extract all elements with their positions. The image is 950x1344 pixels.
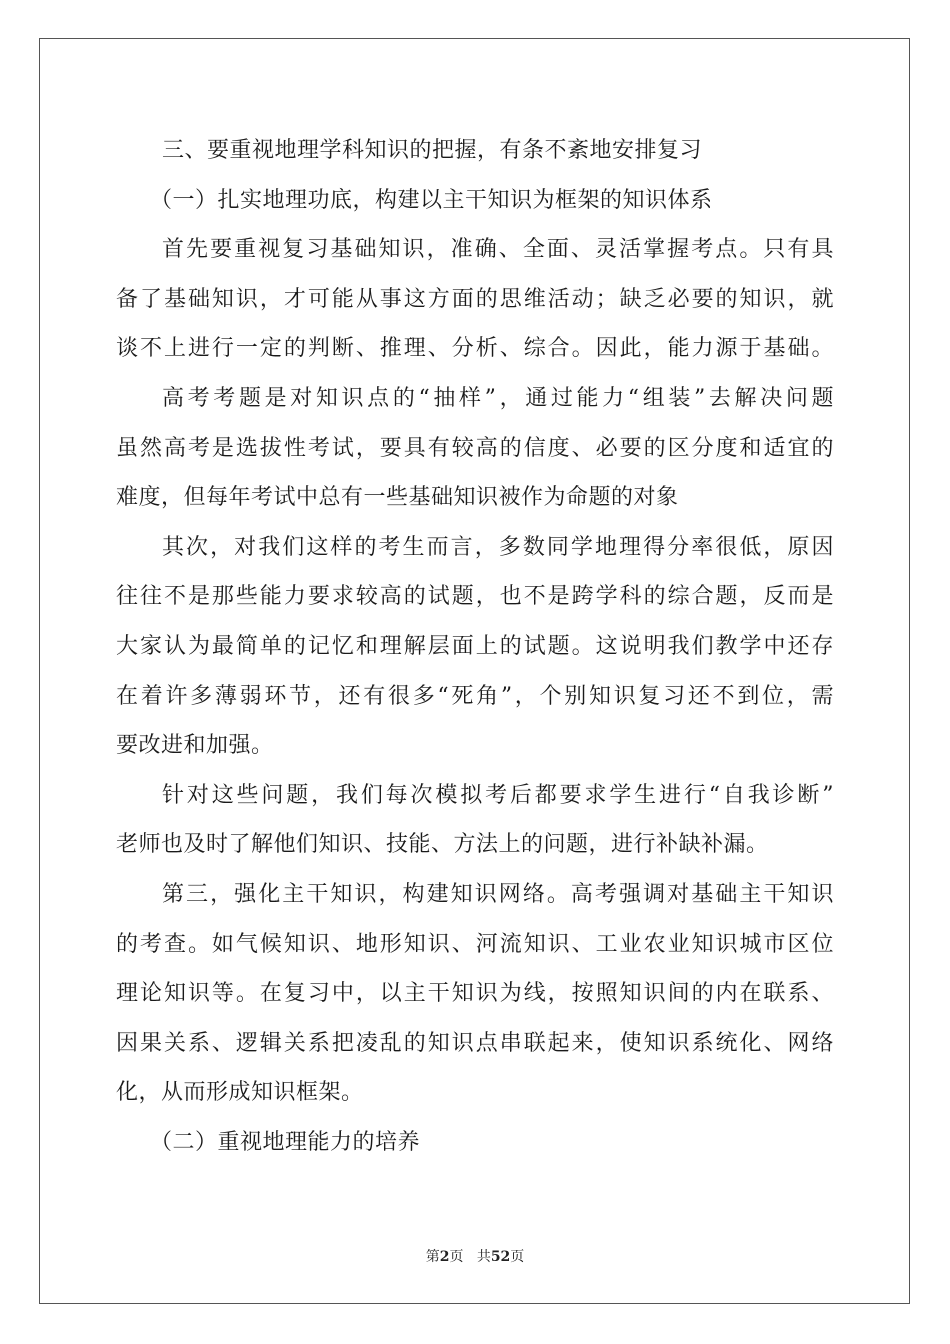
total-prefix: 共 <box>476 1249 491 1265</box>
text-line: 针对这些问题，我们每次模拟考后都要求学生进行“自我诊断” <box>162 782 834 808</box>
page-suffix: 页 <box>449 1249 464 1265</box>
text-line: （一）扎实地理功底，构建以主干知识为框架的知识体系 <box>150 187 713 213</box>
text-line: 其次，对我们这样的考生而言，多数同学地理得分率很低，原因 <box>162 534 834 560</box>
text-line: 首先要重视复习基础知识，准确、全面、灵活掌握考点。只有具 <box>162 237 834 263</box>
text-line: 因果关系、逻辑关系把凌乱的知识点串联起来，使知识系统化、网络 <box>116 1030 834 1056</box>
text-line: 往往不是那些能力要求较高的试题，也不是跨学科的综合题，反而是 <box>116 584 834 610</box>
total-suffix: 页 <box>510 1249 525 1265</box>
text-line: 大家认为最简单的记忆和理解层面上的试题。这说明我们教学中还存 <box>116 633 834 659</box>
text-line: 在着许多薄弱环节，还有很多“死角”，个别知识复习还不到位，需 <box>116 683 834 709</box>
text-line: 谈不上进行一定的判断、推理、分析、综合。因此，能力源于基础。 <box>116 336 834 362</box>
text-line: 三、要重视地理学科知识的把握，有条不紊地安排复习 <box>162 138 703 163</box>
text-line: 化，从而形成知识框架。 <box>116 1080 364 1106</box>
text-line: 第三，强化主干知识，构建知识网络。高考强调对基础主干知识 <box>162 881 834 907</box>
text-line: 难度，但每年考试中总有一些基础知识被作为命题的对象 <box>116 485 679 511</box>
text-line: 备了基础知识，才可能从事这方面的思维活动；缺乏必要的知识，就 <box>116 286 834 312</box>
document-body <box>116 126 834 1167</box>
text-line: 虽然高考是选拔性考试，要具有较高的信度、必要的区分度和适宜的 <box>116 435 834 461</box>
page-prefix: 第 <box>425 1249 440 1265</box>
page-number: 2 <box>439 1249 450 1265</box>
text-line: 要改进和加强。 <box>116 733 274 759</box>
text-line: 的考查。如气候知识、地形知识、河流知识、工业农业知识城市区位 <box>116 931 834 957</box>
text-line: 理论知识等。在复习中，以主干知识为线，按照知识间的内在联系、 <box>116 981 834 1007</box>
page-footer <box>0 1246 950 1266</box>
text-line: （二）重视地理能力的培养 <box>150 1129 421 1155</box>
total-pages: 52 <box>490 1249 511 1265</box>
text-line: 高考考题是对知识点的“抽样”，通过能力“组装”去解决问题 <box>162 385 834 411</box>
text-line: 老师也及时了解他们知识、技能、方法上的问题，进行补缺补漏。 <box>116 832 769 858</box>
